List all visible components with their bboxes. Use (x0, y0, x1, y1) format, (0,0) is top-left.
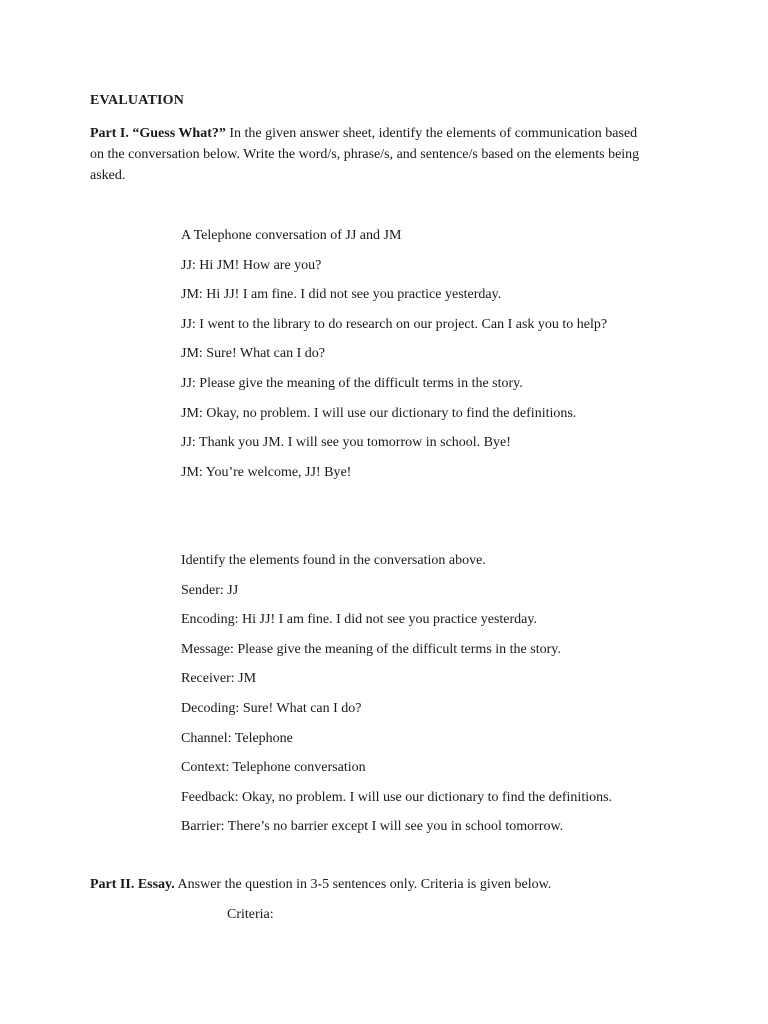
conversation-line: JJ: I went to the library to do research on our project. Can I ask you to help? (181, 316, 608, 332)
criteria-label: Criteria: (227, 907, 274, 922)
conversation-line: JM: Hi JJ! I am fine. I did not see you practice yesterday. (181, 287, 502, 303)
elements-block (181, 552, 612, 848)
element-decoding: Decoding: Sure! What can I do? (181, 700, 362, 716)
conversation-title: A Telephone conversation of JJ and JM (181, 228, 402, 243)
element-message: Message: Please give the meaning of the difficult terms in the story. (181, 641, 561, 657)
part2-instructions: Answer the question in 3-5 sentences only. Criteria is given below. (174, 877, 552, 892)
elements-prompt: Identify the elements found in the conversation above. (181, 553, 486, 568)
conversation-line: JJ: Thank you JM. I will see you tomorrow in school. Bye! (181, 435, 511, 451)
conversation-line: JM: You’re welcome, JJ! Bye! (181, 464, 352, 480)
evaluation-heading: EVALUATION (90, 93, 185, 108)
element-receiver: Receiver: JM (181, 671, 257, 687)
part2-paragraph (90, 877, 551, 893)
conversation-line: JM: Okay, no problem. I will use our dictionary to find the definitions. (181, 405, 577, 421)
element-encoding: Encoding: Hi JJ! I am fine. I did not see you practice yesterday. (181, 612, 537, 628)
part1-paragraph (90, 123, 650, 186)
element-barrier: Barrier: There’s no barrier except I will see you in school tomorrow. (181, 819, 564, 835)
conversation-line: JJ: Please give the meaning of the difficult terms in the story. (181, 375, 523, 391)
element-sender: Sender: JJ (181, 582, 239, 598)
conversation-block (181, 227, 607, 493)
element-channel: Channel: Telephone (181, 730, 293, 746)
conversation-line: JJ: Hi JM! How are you? (181, 257, 322, 273)
element-feedback: Feedback: Okay, no problem. I will use our dictionary to find the definitions. (181, 789, 613, 805)
part1-label: Part I. “Guess What?” (90, 126, 226, 141)
element-context: Context: Telephone conversation (181, 760, 366, 776)
part2-label: Part II. Essay. (90, 877, 175, 892)
conversation-line: JM: Sure! What can I do? (181, 346, 325, 362)
part1-instructions: In the given answer sheet, identify the elements of communication based on the conversation below. Write the word/s, phrase/s, and sentence/s based on the elements being asked. (90, 126, 640, 183)
